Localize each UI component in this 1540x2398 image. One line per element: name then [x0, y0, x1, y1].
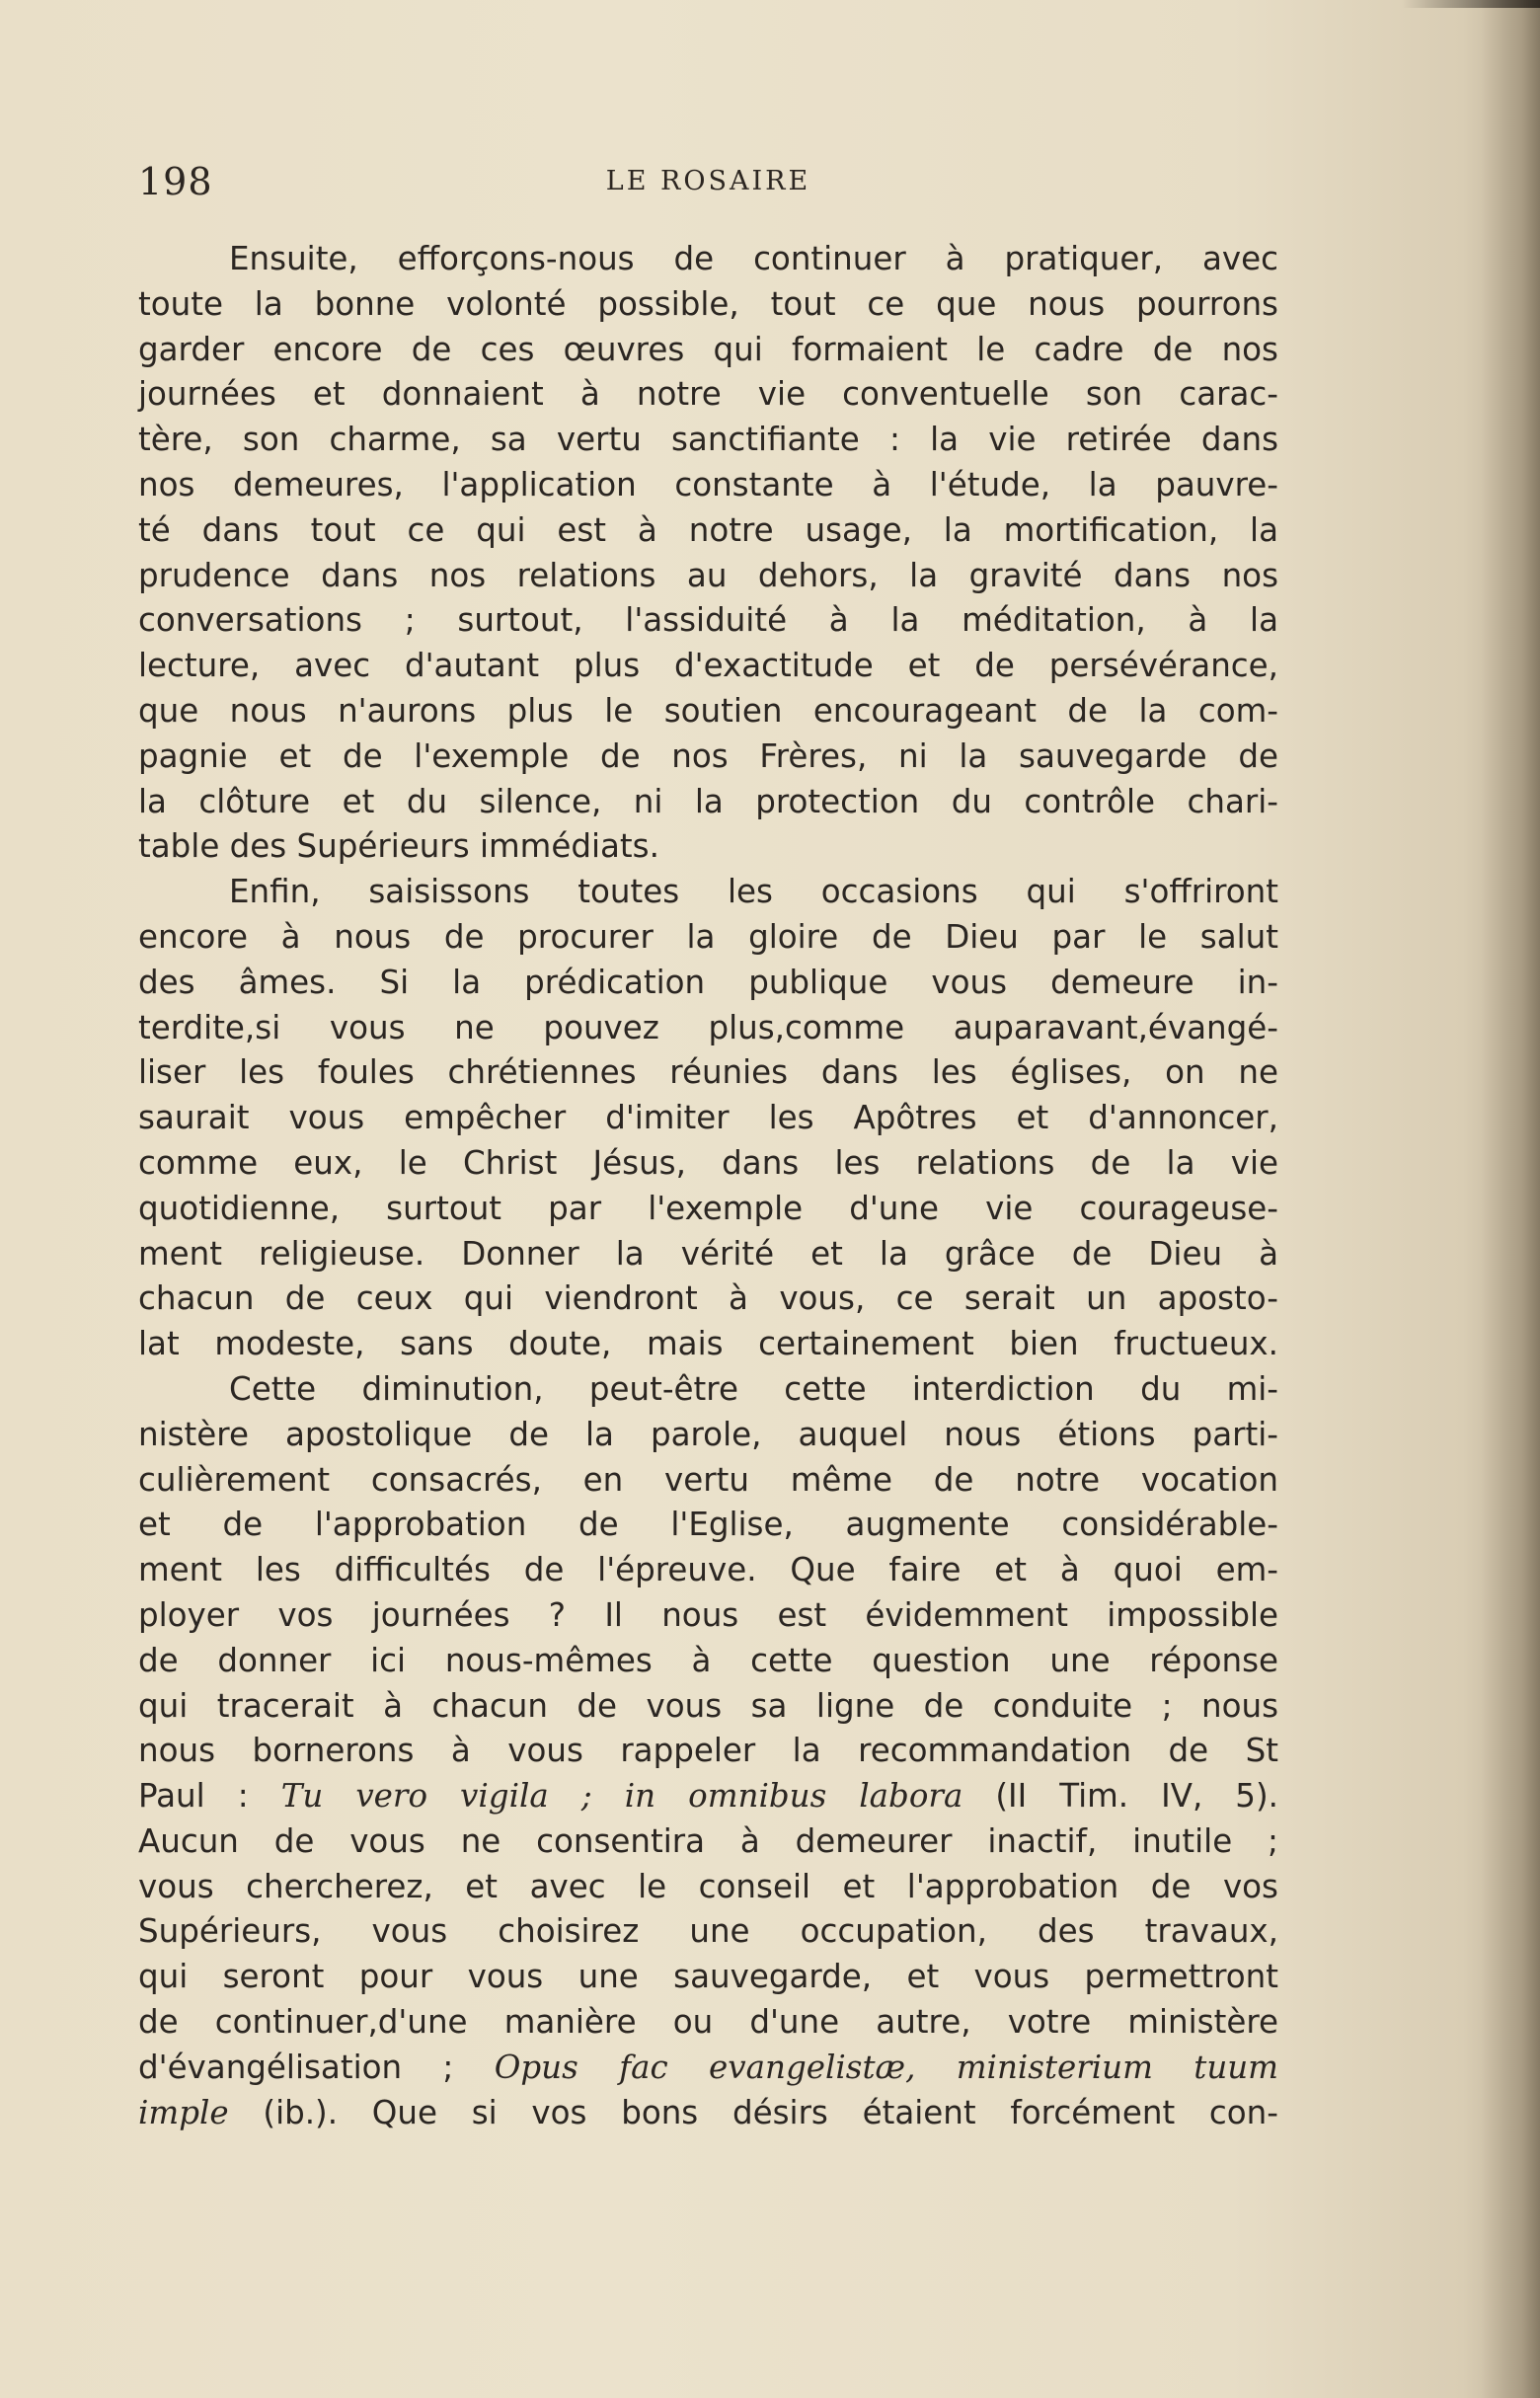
- text-line: terdite,si vous ne pouvez plus,comme auparavant,évangé-: [138, 1008, 1278, 1046]
- text-line-citation: [138, 2046, 1278, 2091]
- running-title: LE ROSAIRE: [605, 166, 811, 196]
- text-line: Enfin, saisissons toutes les occasions qui s'offriront: [229, 873, 1278, 911]
- text-line: Cette diminution, peut-être cette interdiction du mi-: [229, 1369, 1278, 1408]
- text-line: liser les foules chrétiennes réunies dans les églises, on ne: [138, 1053, 1278, 1092]
- text-line: de continuer,d'une manière ou d'une autre, votre ministère: [138, 2003, 1278, 2042]
- text-segment: Paul :: [138, 1777, 281, 1816]
- body-text: [138, 237, 1278, 2135]
- page-number: 198: [138, 160, 213, 203]
- text-line: saurait vous empêcher d'imiter les Apôtres et d'annoncer,: [138, 1099, 1278, 1137]
- page-corner-shadow: [1402, 0, 1540, 8]
- text-line: garder encore de ces œuvres qui formaient le cadre de nos: [138, 330, 1278, 368]
- text-line: journées et donnaient à notre vie conventuelle son carac-: [138, 375, 1278, 414]
- text-line: conversations ; surtout, l'assiduité à la méditation, à la: [138, 601, 1278, 640]
- text-line: té dans tout ce qui est à notre usage, la mortification, la: [138, 510, 1278, 549]
- text-line: qui tracerait à chacun de vous sa ligne de conduite ; nous: [138, 1686, 1278, 1725]
- text-line: des âmes. Si la prédication publique vous demeure in-: [138, 963, 1278, 1001]
- text-line: chacun de ceux qui viendront à vous, ce serait un aposto-: [138, 1279, 1278, 1318]
- text-line: lat modeste, sans doute, mais certainement bien fructueux.: [138, 1325, 1278, 1363]
- text-line: nos demeures, l'application constante à l'étude, la pauvre-: [138, 465, 1278, 503]
- text-line: culièrement consacrés, en vertu même de notre vocation: [138, 1460, 1278, 1499]
- latin-quote: Opus fac evangelistæ, ministerium tuum: [494, 2048, 1278, 2086]
- text-line: lecture, avec d'autant plus d'exactitude et de persévérance,: [138, 647, 1278, 685]
- text-line: ployer vos journées ? Il nous est évidemment impossible: [138, 1595, 1278, 1634]
- text-line: que nous n'aurons plus le soutien encourageant de la com-: [138, 691, 1278, 730]
- text-line: comme eux, le Christ Jésus, dans les relations de la vie: [138, 1143, 1278, 1182]
- text-line: ment religieuse. Donner la vérité et la grâce de Dieu à: [138, 1234, 1278, 1273]
- text-line: ment les difficultés de l'épreuve. Que faire et à quoi em-: [138, 1551, 1278, 1589]
- text-line: table des Supérieurs immédiats.: [138, 827, 659, 866]
- text-line: toute la bonne volonté possible, tout ce que nous pourrons: [138, 284, 1278, 323]
- page-edge-shadow: [1481, 0, 1540, 2398]
- text-line: nous bornerons à vous rappeler la recommandation de St: [138, 1732, 1278, 1770]
- text-line: vous chercherez, et avec le conseil et l'approbation de vos: [138, 1867, 1278, 1905]
- text-line: qui seront pour vous une sauvegarde, et vous permettront: [138, 1958, 1278, 1996]
- text-line: encore à nous de procurer la gloire de Dieu par le salut: [138, 917, 1278, 956]
- text-line: prudence dans nos relations au dehors, la gravité dans nos: [138, 556, 1278, 594]
- latin-quote: imple: [138, 2093, 229, 2131]
- text-line: de donner ici nous-mêmes à cette question une réponse: [138, 1641, 1278, 1679]
- text-line: nistère apostolique de la parole, auquel nous étions parti-: [138, 1415, 1278, 1453]
- text-line: la clôture et du silence, ni la protection du contrôle chari-: [138, 782, 1278, 820]
- text-line: tère, son charme, sa vertu sanctifiante : la vie retirée dans: [138, 421, 1278, 459]
- text-segment: (II Tim. IV, 5).: [962, 1777, 1278, 1816]
- text-line-citation: [138, 1774, 1278, 1819]
- text-line: Supérieurs, vous choisirez une occupation, des travaux,: [138, 1912, 1278, 1951]
- latin-quote: Tu vero vigila ; in omnibus labora: [280, 1777, 963, 1816]
- text-line: quotidienne, surtout par l'exemple d'une vie courageuse-: [138, 1189, 1278, 1227]
- page-header: [138, 160, 1278, 207]
- text-line: Ensuite, efforçons-nous de continuer à pratiquer, avec: [229, 240, 1278, 277]
- text-line: Aucun de vous ne consentira à demeurer inactif, inutile ;: [138, 1821, 1278, 1860]
- text-line: et de l'approbation de l'Eglise, augmente considérable-: [138, 1506, 1278, 1544]
- text-segment: (ib.). Que si vos bons désirs étaient forcément con-: [228, 2093, 1278, 2131]
- text-line-citation: [138, 2091, 1278, 2136]
- text-segment: d'évangélisation ;: [138, 2048, 495, 2086]
- text-line: pagnie et de l'exemple de nos Frères, ni la sauvegarde de: [138, 736, 1278, 775]
